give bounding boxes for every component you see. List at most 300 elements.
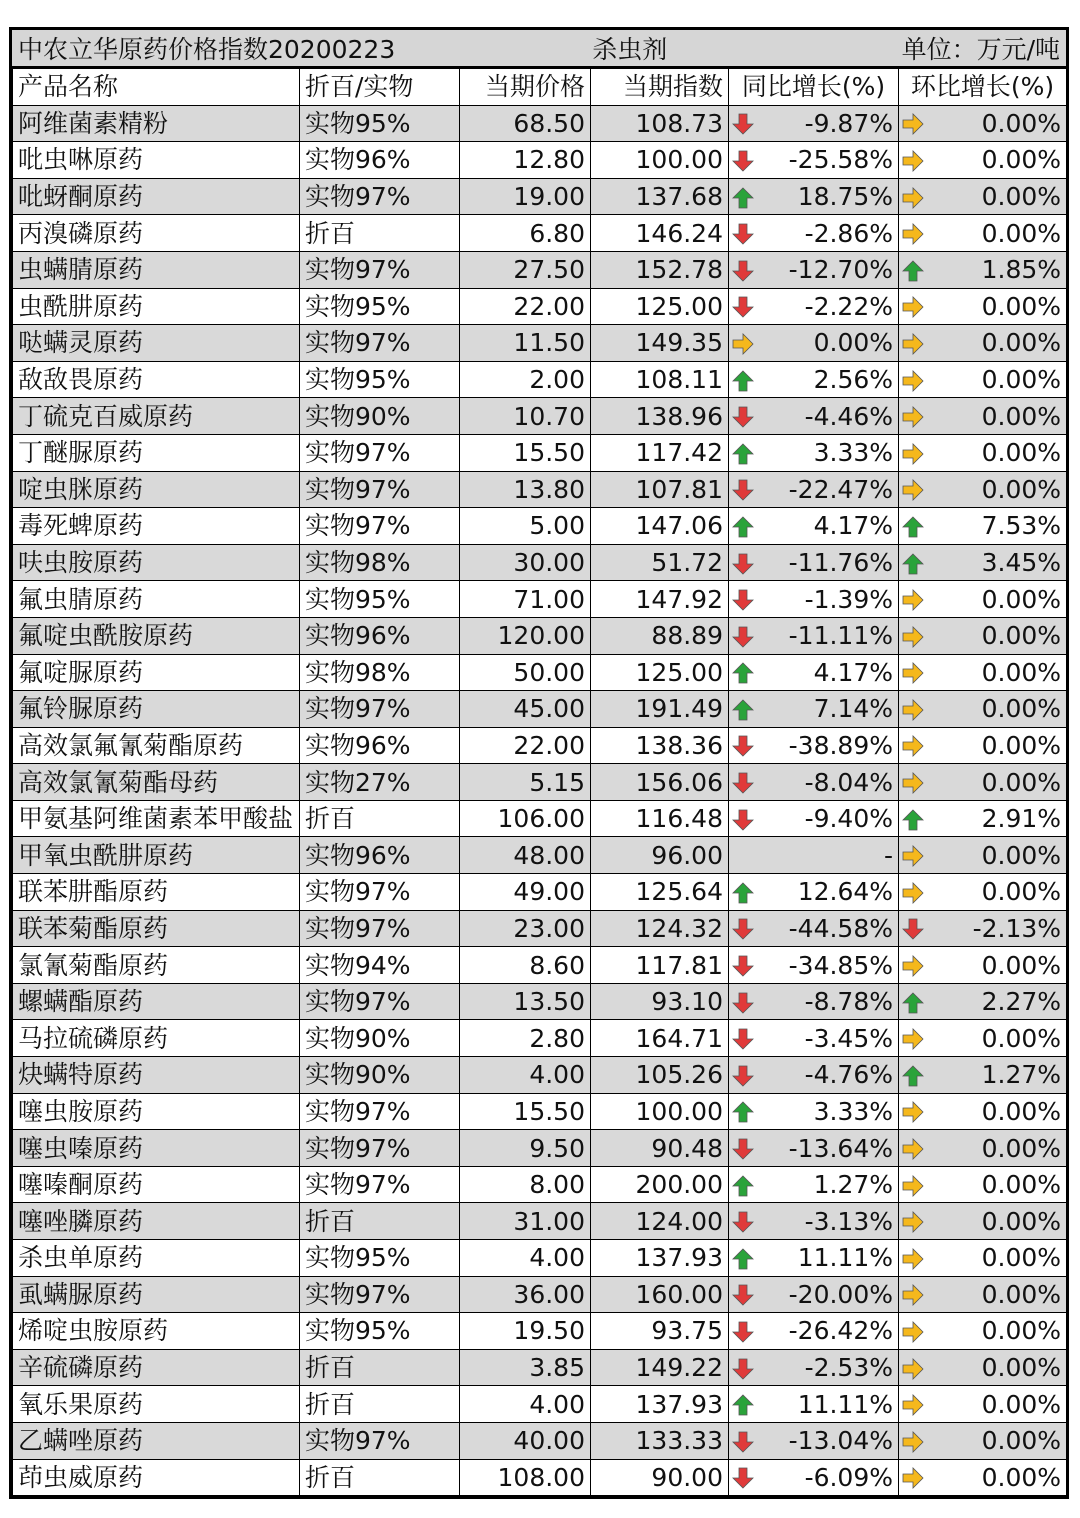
- yoy-trend-cell: [729, 471, 757, 508]
- price-cell: 49.00: [460, 874, 591, 911]
- yoy-cell: 11.11%: [757, 1240, 899, 1277]
- price-cell: 22.00: [460, 727, 591, 764]
- col-price-header: 当期价格: [460, 69, 591, 106]
- index-cell: 96.00: [591, 837, 729, 874]
- mom-trend-cell: [899, 1349, 927, 1386]
- yoy-trend-cell: [729, 215, 757, 252]
- category-label: 杀虫剂: [592, 35, 668, 64]
- price-cell: 30.00: [460, 544, 591, 581]
- table-row: [13, 1057, 1067, 1094]
- spec-cell: 实物97%: [300, 178, 460, 215]
- yoy-trend-cell: [729, 361, 757, 398]
- table-row: [13, 1203, 1067, 1240]
- arrow-down-icon: [731, 954, 755, 978]
- arrow-down-icon: [731, 1466, 755, 1490]
- arrow-up-icon: [901, 991, 925, 1015]
- mom-trend-cell: [899, 1422, 927, 1459]
- product-name-cell: 丁硫克百威原药: [13, 398, 300, 435]
- mom-cell: 0.00%: [927, 1386, 1067, 1423]
- table-row: [13, 105, 1067, 142]
- spec-cell: 实物97%: [300, 508, 460, 545]
- yoy-trend-cell: [729, 1349, 757, 1386]
- yoy-cell: -2.86%: [757, 215, 899, 252]
- yoy-cell: -3.13%: [757, 1203, 899, 1240]
- mom-cell: 0.00%: [927, 1459, 1067, 1496]
- arrow-right-icon: [901, 734, 925, 758]
- price-cell: 22.00: [460, 288, 591, 325]
- arrow-right-icon: [901, 588, 925, 612]
- price-cell: 108.00: [460, 1459, 591, 1496]
- spec-cell: 折百: [300, 1349, 460, 1386]
- arrow-down-icon: [731, 1027, 755, 1051]
- price-cell: 71.00: [460, 581, 591, 618]
- product-name-cell: 甲氧虫酰肼原药: [13, 837, 300, 874]
- arrow-down-icon: [731, 1430, 755, 1454]
- yoy-cell: -2.53%: [757, 1349, 899, 1386]
- spec-cell: 折百: [300, 800, 460, 837]
- arrow-down-icon: [731, 734, 755, 758]
- spec-cell: 实物97%: [300, 325, 460, 362]
- arrow-up-icon: [731, 515, 755, 539]
- mom-cell: 0.00%: [927, 764, 1067, 801]
- spec-cell: 实物98%: [300, 654, 460, 691]
- index-cell: 149.22: [591, 1349, 729, 1386]
- mom-trend-cell: [899, 471, 927, 508]
- table-row: [13, 142, 1067, 179]
- arrow-up-icon: [731, 661, 755, 685]
- spec-cell: 实物95%: [300, 361, 460, 398]
- index-cell: 124.00: [591, 1203, 729, 1240]
- spec-cell: 实物90%: [300, 1020, 460, 1057]
- product-name-cell: 螺螨酯原药: [13, 983, 300, 1020]
- yoy-trend-cell: [729, 983, 757, 1020]
- index-cell: 147.06: [591, 508, 729, 545]
- price-cell: 4.00: [460, 1386, 591, 1423]
- index-cell: 147.92: [591, 581, 729, 618]
- table-row: [13, 764, 1067, 801]
- yoy-cell: 3.33%: [757, 434, 899, 471]
- arrow-down-icon: [731, 625, 755, 649]
- arrow-right-icon: [901, 332, 925, 356]
- col-mom-header: 环比增长(%): [899, 69, 1067, 106]
- arrow-right-icon: [901, 112, 925, 136]
- mom-trend-cell: [899, 1057, 927, 1094]
- table-body: [13, 105, 1067, 1496]
- mom-cell: 0.00%: [927, 654, 1067, 691]
- mom-cell: 0.00%: [927, 178, 1067, 215]
- price-cell: 5.15: [460, 764, 591, 801]
- spec-cell: 折百: [300, 1386, 460, 1423]
- mom-trend-cell: [899, 1130, 927, 1167]
- yoy-cell: -22.47%: [757, 471, 899, 508]
- price-cell: 12.80: [460, 142, 591, 179]
- arrow-up-icon: [901, 259, 925, 283]
- yoy-cell: -12.70%: [757, 251, 899, 288]
- yoy-trend-cell: [729, 288, 757, 325]
- price-index-sheet: [9, 27, 1069, 1499]
- price-cell: 15.50: [460, 434, 591, 471]
- index-cell: 149.35: [591, 325, 729, 362]
- mom-trend-cell: [899, 508, 927, 545]
- price-cell: 106.00: [460, 800, 591, 837]
- arrow-down-icon: [731, 295, 755, 319]
- mom-cell: 2.91%: [927, 800, 1067, 837]
- arrow-up-icon: [901, 1064, 925, 1088]
- yoy-cell: 0.00%: [757, 325, 899, 362]
- yoy-trend-cell: [729, 508, 757, 545]
- mom-cell: 2.27%: [927, 983, 1067, 1020]
- spec-cell: 实物95%: [300, 288, 460, 325]
- yoy-cell: -4.76%: [757, 1057, 899, 1094]
- index-cell: 138.36: [591, 727, 729, 764]
- product-name-cell: 阿维菌素精粉: [13, 105, 300, 142]
- product-name-cell: 虫酰肼原药: [13, 288, 300, 325]
- price-cell: 2.80: [460, 1020, 591, 1057]
- arrow-down-icon: [731, 771, 755, 795]
- index-cell: 116.48: [591, 800, 729, 837]
- arrow-right-icon: [901, 1174, 925, 1198]
- index-cell: 191.49: [591, 691, 729, 728]
- yoy-cell: -8.78%: [757, 983, 899, 1020]
- mom-cell: 0.00%: [927, 617, 1067, 654]
- index-cell: 117.42: [591, 434, 729, 471]
- arrow-right-icon: [901, 844, 925, 868]
- yoy-trend-cell: [729, 764, 757, 801]
- product-name-cell: 丙溴磷原药: [13, 215, 300, 252]
- table-row: [13, 1276, 1067, 1313]
- arrow-right-icon: [901, 625, 925, 649]
- product-name-cell: 啶虫脒原药: [13, 471, 300, 508]
- mom-cell: 0.00%: [927, 1313, 1067, 1350]
- spec-cell: 实物97%: [300, 983, 460, 1020]
- yoy-trend-cell: [729, 654, 757, 691]
- index-cell: 88.89: [591, 617, 729, 654]
- mom-cell: 0.00%: [927, 1276, 1067, 1313]
- price-cell: 11.50: [460, 325, 591, 362]
- spec-cell: 实物98%: [300, 544, 460, 581]
- yoy-trend-cell: [729, 837, 757, 874]
- mom-trend-cell: [899, 837, 927, 874]
- price-cell: 19.50: [460, 1313, 591, 1350]
- spec-cell: 实物97%: [300, 471, 460, 508]
- spec-cell: 实物97%: [300, 1130, 460, 1167]
- product-name-cell: 联苯肼酯原药: [13, 874, 300, 911]
- col-yoy-header: 同比增长(%): [729, 69, 899, 106]
- arrow-right-icon: [901, 442, 925, 466]
- yoy-cell: -9.40%: [757, 800, 899, 837]
- price-cell: 13.80: [460, 471, 591, 508]
- col-spec-header: 折百/实物: [300, 69, 460, 106]
- arrow-up-icon: [731, 698, 755, 722]
- mom-trend-cell: [899, 398, 927, 435]
- arrow-down-icon: [731, 478, 755, 502]
- arrow-right-icon: [901, 1027, 925, 1051]
- arrow-up-icon: [731, 186, 755, 210]
- index-cell: 125.64: [591, 874, 729, 911]
- mom-trend-cell: [899, 983, 927, 1020]
- yoy-trend-cell: [729, 1166, 757, 1203]
- yoy-cell: -11.76%: [757, 544, 899, 581]
- table-row: [13, 1166, 1067, 1203]
- product-name-cell: 马拉硫磷原药: [13, 1020, 300, 1057]
- yoy-cell: -13.64%: [757, 1130, 899, 1167]
- spec-cell: 实物96%: [300, 617, 460, 654]
- product-name-cell: 丁醚脲原药: [13, 434, 300, 471]
- product-name-cell: 噻虫嗪原药: [13, 1130, 300, 1167]
- mom-cell: -2.13%: [927, 910, 1067, 947]
- product-name-cell: 甲氨基阿维菌素苯甲酸盐: [13, 800, 300, 837]
- table-row: [13, 471, 1067, 508]
- mom-cell: 0.00%: [927, 874, 1067, 911]
- table-row: [13, 617, 1067, 654]
- spec-cell: 实物96%: [300, 837, 460, 874]
- table-row: [13, 325, 1067, 362]
- mom-cell: 0.00%: [927, 215, 1067, 252]
- arrow-down-icon: [731, 149, 755, 173]
- arrow-up-icon: [731, 1393, 755, 1417]
- mom-cell: 0.00%: [927, 947, 1067, 984]
- arrow-up-icon: [731, 1174, 755, 1198]
- arrow-right-icon: [731, 332, 755, 356]
- table-row: [13, 983, 1067, 1020]
- yoy-cell: 18.75%: [757, 178, 899, 215]
- table-row: [13, 874, 1067, 911]
- spec-cell: 实物97%: [300, 434, 460, 471]
- mom-trend-cell: [899, 581, 927, 618]
- mom-cell: 0.00%: [927, 288, 1067, 325]
- arrow-right-icon: [901, 295, 925, 319]
- spec-cell: 折百: [300, 215, 460, 252]
- product-name-cell: 辛硫磷原药: [13, 1349, 300, 1386]
- spec-cell: 实物97%: [300, 251, 460, 288]
- price-cell: 40.00: [460, 1422, 591, 1459]
- index-cell: 93.10: [591, 983, 729, 1020]
- yoy-trend-cell: [729, 105, 757, 142]
- spec-cell: 实物95%: [300, 1313, 460, 1350]
- yoy-trend-cell: [729, 1203, 757, 1240]
- price-cell: 120.00: [460, 617, 591, 654]
- yoy-trend-cell: [729, 617, 757, 654]
- yoy-trend-cell: [729, 1240, 757, 1277]
- mom-cell: 0.00%: [927, 434, 1067, 471]
- arrow-up-icon: [731, 442, 755, 466]
- price-cell: 45.00: [460, 691, 591, 728]
- arrow-right-icon: [901, 661, 925, 685]
- mom-trend-cell: [899, 215, 927, 252]
- index-cell: 137.93: [591, 1240, 729, 1277]
- table-row: [13, 1313, 1067, 1350]
- mom-trend-cell: [899, 1020, 927, 1057]
- mom-cell: 7.53%: [927, 508, 1067, 545]
- mom-cell: 1.85%: [927, 251, 1067, 288]
- spec-cell: 实物90%: [300, 1057, 460, 1094]
- yoy-trend-cell: [729, 1020, 757, 1057]
- table-row: [13, 581, 1067, 618]
- table-row: [13, 691, 1067, 728]
- product-name-cell: 氟铃脲原药: [13, 691, 300, 728]
- spec-cell: 实物94%: [300, 947, 460, 984]
- price-cell: 9.50: [460, 1130, 591, 1167]
- product-name-cell: 吡虫啉原药: [13, 142, 300, 179]
- yoy-trend-cell: [729, 178, 757, 215]
- yoy-trend-cell: [729, 1313, 757, 1350]
- mom-cell: 0.00%: [927, 398, 1067, 435]
- index-cell: 146.24: [591, 215, 729, 252]
- mom-trend-cell: [899, 325, 927, 362]
- mom-cell: 0.00%: [927, 1349, 1067, 1386]
- table-row: [13, 508, 1067, 545]
- table-row: [13, 1422, 1067, 1459]
- mom-cell: 0.00%: [927, 1203, 1067, 1240]
- arrow-right-icon: [901, 369, 925, 393]
- yoy-cell: 11.11%: [757, 1386, 899, 1423]
- index-cell: 164.71: [591, 1020, 729, 1057]
- arrow-down-icon: [731, 917, 755, 941]
- mom-cell: 0.00%: [927, 1166, 1067, 1203]
- spec-cell: 实物96%: [300, 142, 460, 179]
- price-cell: 4.00: [460, 1240, 591, 1277]
- product-name-cell: 氟虫腈原药: [13, 581, 300, 618]
- yoy-cell: -: [757, 837, 899, 874]
- arrow-right-icon: [901, 149, 925, 173]
- arrow-down-icon: [731, 1064, 755, 1088]
- arrow-down-icon: [731, 112, 755, 136]
- index-cell: 160.00: [591, 1276, 729, 1313]
- index-cell: 108.73: [591, 105, 729, 142]
- col-name-header: 产品名称: [13, 69, 300, 106]
- product-name-cell: 氟啶虫酰胺原药: [13, 617, 300, 654]
- arrow-right-icon: [901, 881, 925, 905]
- mom-trend-cell: [899, 691, 927, 728]
- arrow-down-icon: [731, 1210, 755, 1234]
- arrow-up-icon: [901, 808, 925, 832]
- yoy-cell: 12.64%: [757, 874, 899, 911]
- table-row: [13, 361, 1067, 398]
- yoy-cell: 7.14%: [757, 691, 899, 728]
- mom-cell: 3.45%: [927, 544, 1067, 581]
- yoy-trend-cell: [729, 1459, 757, 1496]
- yoy-cell: 1.27%: [757, 1166, 899, 1203]
- yoy-cell: 4.17%: [757, 654, 899, 691]
- table-row: [13, 1130, 1067, 1167]
- mom-cell: 0.00%: [927, 727, 1067, 764]
- mom-trend-cell: [899, 654, 927, 691]
- arrow-up-icon: [901, 552, 925, 576]
- index-cell: 105.26: [591, 1057, 729, 1094]
- mom-cell: 0.00%: [927, 142, 1067, 179]
- table-row: [13, 544, 1067, 581]
- product-name-cell: 茚虫威原药: [13, 1459, 300, 1496]
- index-cell: 100.00: [591, 142, 729, 179]
- table-row: [13, 251, 1067, 288]
- price-cell: 68.50: [460, 105, 591, 142]
- arrow-right-icon: [901, 1393, 925, 1417]
- yoy-trend-cell: [729, 800, 757, 837]
- index-cell: 200.00: [591, 1166, 729, 1203]
- table-row: [13, 288, 1067, 325]
- arrow-right-icon: [901, 1466, 925, 1490]
- arrow-down-icon: [731, 808, 755, 832]
- table-row: [13, 654, 1067, 691]
- price-cell: 31.00: [460, 1203, 591, 1240]
- arrow-down-icon: [901, 917, 925, 941]
- yoy-cell: -13.04%: [757, 1422, 899, 1459]
- spec-cell: 折百: [300, 1459, 460, 1496]
- table-row: [13, 910, 1067, 947]
- arrow-right-icon: [901, 1247, 925, 1271]
- mom-trend-cell: [899, 874, 927, 911]
- spec-cell: 实物97%: [300, 1422, 460, 1459]
- product-name-cell: 炔螨特原药: [13, 1057, 300, 1094]
- spec-cell: 实物97%: [300, 1276, 460, 1313]
- header-row: [13, 69, 1067, 106]
- price-cell: 5.00: [460, 508, 591, 545]
- yoy-cell: -44.58%: [757, 910, 899, 947]
- spec-cell: 实物97%: [300, 874, 460, 911]
- mom-trend-cell: [899, 1093, 927, 1130]
- product-name-cell: 高效氯氰菊酯母药: [13, 764, 300, 801]
- mom-cell: 0.00%: [927, 361, 1067, 398]
- index-cell: 156.06: [591, 764, 729, 801]
- price-cell: 15.50: [460, 1093, 591, 1130]
- index-cell: 137.68: [591, 178, 729, 215]
- product-name-cell: 高效氯氟氰菊酯原药: [13, 727, 300, 764]
- table-row: [13, 727, 1067, 764]
- yoy-cell: -11.11%: [757, 617, 899, 654]
- arrow-down-icon: [731, 1357, 755, 1381]
- spec-cell: 实物95%: [300, 105, 460, 142]
- yoy-trend-cell: [729, 325, 757, 362]
- price-cell: 10.70: [460, 398, 591, 435]
- mom-cell: 0.00%: [927, 105, 1067, 142]
- product-name-cell: 噻嗪酮原药: [13, 1166, 300, 1203]
- product-name-cell: 虫螨腈原药: [13, 251, 300, 288]
- price-cell: 6.80: [460, 215, 591, 252]
- index-cell: 125.00: [591, 654, 729, 691]
- price-cell: 2.00: [460, 361, 591, 398]
- yoy-trend-cell: [729, 1057, 757, 1094]
- yoy-cell: -4.46%: [757, 398, 899, 435]
- price-cell: 19.00: [460, 178, 591, 215]
- yoy-trend-cell: [729, 434, 757, 471]
- price-cell: 50.00: [460, 654, 591, 691]
- price-cell: 8.00: [460, 1166, 591, 1203]
- arrow-down-icon: [731, 1320, 755, 1344]
- spec-cell: 折百: [300, 1203, 460, 1240]
- mom-cell: 0.00%: [927, 1093, 1067, 1130]
- arrow-right-icon: [901, 186, 925, 210]
- index-cell: 51.72: [591, 544, 729, 581]
- mom-trend-cell: [899, 1313, 927, 1350]
- mom-trend-cell: [899, 947, 927, 984]
- yoy-cell: -9.87%: [757, 105, 899, 142]
- price-cell: 36.00: [460, 1276, 591, 1313]
- mom-cell: 0.00%: [927, 1240, 1067, 1277]
- yoy-trend-cell: [729, 142, 757, 179]
- index-cell: 90.48: [591, 1130, 729, 1167]
- arrow-up-icon: [731, 369, 755, 393]
- arrow-right-icon: [901, 405, 925, 429]
- yoy-trend-cell: [729, 544, 757, 581]
- index-cell: 124.32: [591, 910, 729, 947]
- arrow-down-icon: [731, 991, 755, 1015]
- mom-trend-cell: [899, 1203, 927, 1240]
- arrow-down-icon: [731, 552, 755, 576]
- mom-trend-cell: [899, 544, 927, 581]
- mom-trend-cell: [899, 288, 927, 325]
- yoy-trend-cell: [729, 874, 757, 911]
- yoy-cell: -34.85%: [757, 947, 899, 984]
